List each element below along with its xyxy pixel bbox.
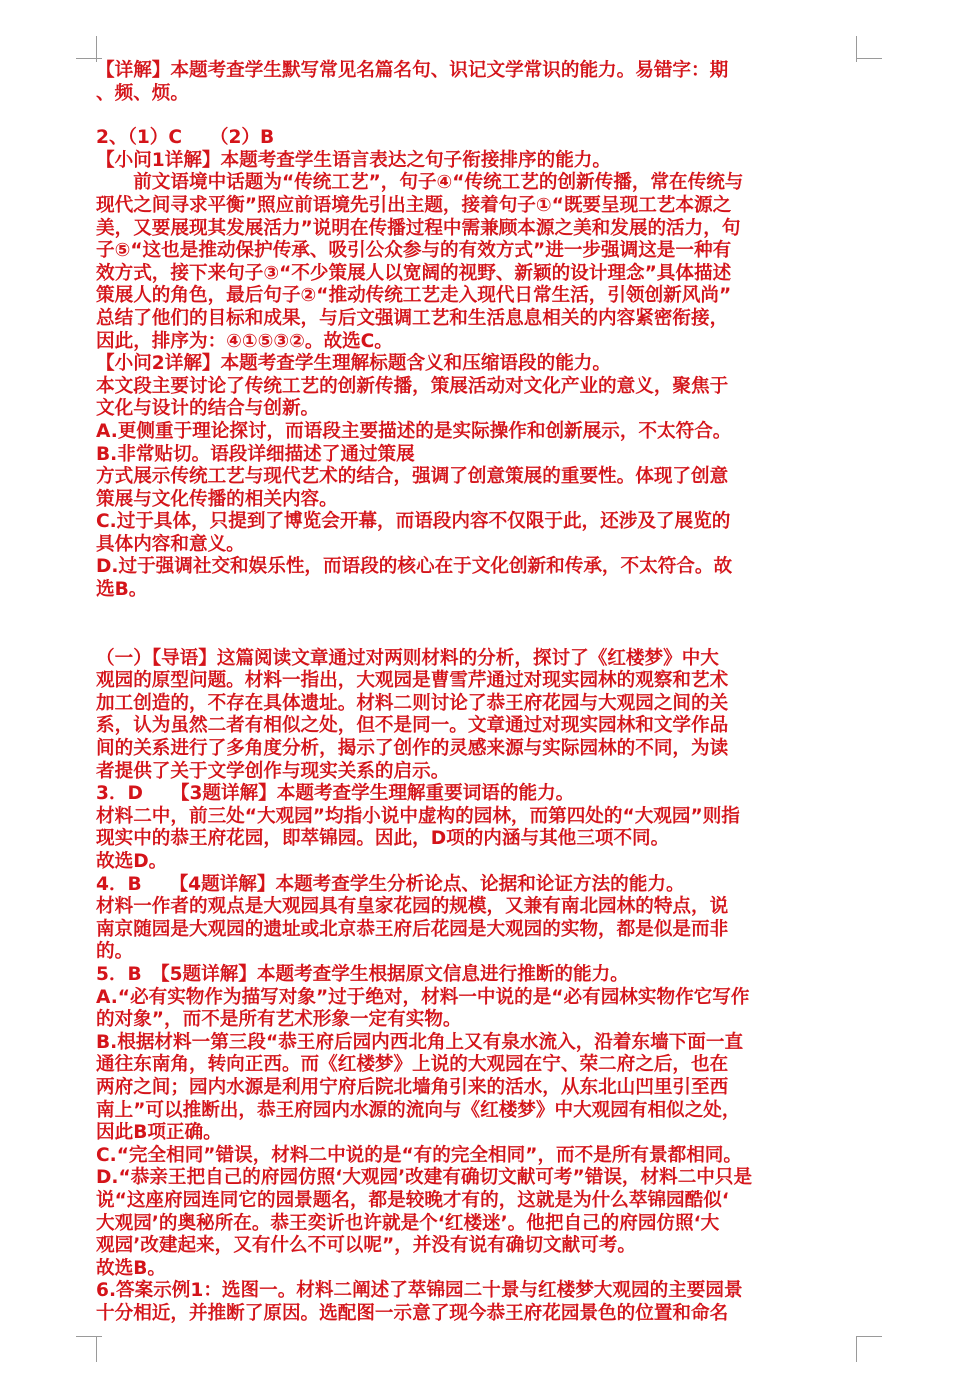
crop-mark-top-right-h xyxy=(856,58,882,59)
text-line: 系，认为虽然二者有相似之处，但不是同一。文章通过对现实园林和文学作品 xyxy=(96,715,729,737)
text-line: 前文语境中话题为“传统工艺”，句子④“传统工艺的创新传播，常在传统与 xyxy=(96,172,744,194)
text-line: 的对象”，而不是所有艺术形象一定有实物。 xyxy=(96,1009,462,1031)
section-3-reading xyxy=(96,648,856,1326)
text-line: 5．B 【5题详解】本题考查学生根据原文信息进行推断的能力。 xyxy=(96,963,629,985)
text-line: 因此B项正确。 xyxy=(96,1122,222,1144)
crop-mark-top-right-v xyxy=(856,36,857,62)
text-line: 【小问2详解】本题考查学生理解标题含义和压缩语段的能力。 xyxy=(96,353,611,375)
crop-mark-bottom-left-h xyxy=(76,1336,102,1337)
text-line: 因此，排序为：④①⑤③②。故选C。 xyxy=(96,330,393,352)
text-line: 美，又要展现其发展活力”说明在传播过程中需兼顾本源之美和发展的活力，句 xyxy=(96,217,741,239)
crop-mark-bottom-right-v xyxy=(856,1336,857,1362)
text-line: 通往东南角，转向正西。而《红楼梦》上说的大观园在宁、荣二府之后，也在 xyxy=(96,1054,729,1076)
text-line: （一）【导语】这篇阅读文章通过对两则材料的分析，探讨了《红楼梦》中大 xyxy=(96,647,719,669)
text-line: 者提供了关于文学创作与现实关系的启示。 xyxy=(96,760,450,782)
text-line: C.过于具体，只提到了博览会开幕，而语段内容不仅限于此，还涉及了展览的 xyxy=(96,511,731,533)
text-line: B.非常贴切。语段详细描述了通过策展 xyxy=(96,443,415,465)
text-line: 两府之间；园内水源是利用宁府后院北墙角引来的活水，从东北山凹里引至西 xyxy=(96,1076,729,1098)
text-line: 4．B 【4题详解】本题考查学生分析论点、论据和论证方法的能力。 xyxy=(96,873,685,895)
crop-mark-top-left-h xyxy=(76,58,102,59)
text-line: C.“完全相同”错误，材料二中说的是“有的完全相同”，而不是所有景都相同。 xyxy=(96,1144,742,1166)
text-line: D.过于强调社交和娱乐性，而语段的核心在于文化创新和传承，不太符合。故 xyxy=(96,556,733,578)
text-line: 文化与设计的结合与创新。 xyxy=(96,398,320,420)
text-line: B.根据材料一第三段“恭王府后园内西北角上又有泉水流入，沿着东墙下面一直 xyxy=(96,1031,744,1053)
text-line: 【详解】本题考查学生默写常见名篇名句、识记文学常识的能力。易错字：期 xyxy=(96,60,729,81)
text-line: 效方式，接下来句子③“不少策展人以宽阔的视野、新颖的设计理念”具体描述 xyxy=(96,262,732,284)
text-line: 、频、烦。 xyxy=(96,82,189,104)
text-line: 的。 xyxy=(96,941,134,963)
crop-mark-bottom-left-v xyxy=(96,1336,97,1362)
text-line: 加工创造的，不存在具体遗址。材料二则讨论了恭王府花园与大观园之间的关 xyxy=(96,692,729,714)
text-line: 策展与文化传播的相关内容。 xyxy=(96,488,338,510)
text-line: 总结了他们的目标和成果，与后文强调工艺和生活息息相关的内容紧密衔接， xyxy=(96,307,729,329)
text-line: 选B。 xyxy=(96,579,148,601)
text-line: D.“恭亲王把自己的府园仿照‘大观园’改建有确切文献可考”错误，材料二中只是 xyxy=(96,1167,753,1189)
text-line: 具体内容和意义。 xyxy=(96,533,245,555)
text-line: 策展人的角色，最后句子②“推动传统工艺走入现代日常生活，引领创新风尚” xyxy=(96,285,732,307)
text-line: 南京随园是大观园的遗址或北京恭王府后花园是大观园的实物，都是似是而非 xyxy=(96,918,729,940)
text-line: 现实中的恭王府花园，即萃锦园。因此，D项的内涵与其他三项不同。 xyxy=(96,828,670,850)
text-line: 故选B。 xyxy=(96,1257,166,1279)
text-line: 2、（1）C （2）B xyxy=(96,127,275,149)
text-line: 十分相近，并推断了原因。选配图一示意了现今恭王府花园景色的位置和命名 xyxy=(96,1302,729,1324)
crop-mark-bottom-right-h xyxy=(856,1336,882,1337)
text-line: 大观园’的奥秘所在。恭王奕䜣也许就是个‘红楼迷’。他把自己的府园仿照‘大 xyxy=(96,1212,720,1234)
text-line: 材料一作者的观点是大观园具有皇家花园的规模，又兼有南北园林的特点，说 xyxy=(96,896,729,918)
text-line: A.更侧重于理论探讨，而语段主要描述的是实际操作和创新展示，不太符合。 xyxy=(96,420,732,442)
text-line: 现代之间寻求平衡”照应前语境先引出主题，接着句子①“既要呈现工艺本源之 xyxy=(96,194,732,216)
crop-mark-top-left-v xyxy=(96,36,97,62)
document-body xyxy=(96,60,856,1325)
text-line: 说“这座府园连同它的园景题名，都是较晚才有的，这就是为什么萃锦园酷似‘ xyxy=(96,1189,729,1211)
text-line: 3．D 【3题详解】本题考查学生理解重要词语的能力。 xyxy=(96,783,575,805)
text-line: 间的关系进行了多角度分析，揭示了创作的灵感来源与实际园林的不同，为读 xyxy=(96,738,729,760)
text-line: 南上”可以推断出，恭王府园内水源的流向与《红楼梦》中大观园有相似之处， xyxy=(96,1099,741,1121)
text-line: 子⑤“这也是推动保护传承、吸引公众参与的有效方式”进一步强调这是一种有 xyxy=(96,240,732,262)
text-line: 故选D。 xyxy=(96,851,168,872)
text-line: A.“必有实物作为描写对象”过于绝对，材料一中说的是“必有园林实物作它写作 xyxy=(96,986,750,1008)
text-line: 观园的原型问题。材料一指出，大观园是曹雪芹通过对现实园林的观察和艺术 xyxy=(96,670,729,692)
text-line: 【小问1详解】本题考查学生语言表达之句子衔接排序的能力。 xyxy=(96,149,611,171)
text-line: 观园’改建起来，又有什么不可以呢”，并没有说有确切文献可考。 xyxy=(96,1235,636,1257)
text-line: 6.答案示例1：选图一。材料二阐述了萃锦园二十景与红楼梦大观园的主要园景 xyxy=(96,1280,743,1302)
text-line: 材料二中，前三处“大观园”均指小说中虚构的园林，而第四处的“大观园”则指 xyxy=(96,805,740,827)
text-line: 方式展示传统工艺与现代艺术的结合，强调了创意策展的重要性。体现了创意 xyxy=(96,466,729,488)
section-2-answers xyxy=(96,127,856,601)
section-1-explanation xyxy=(96,60,856,105)
text-line: 本文段主要讨论了传统工艺的创新传播，策展活动对文化产业的意义，聚焦于 xyxy=(96,375,729,397)
